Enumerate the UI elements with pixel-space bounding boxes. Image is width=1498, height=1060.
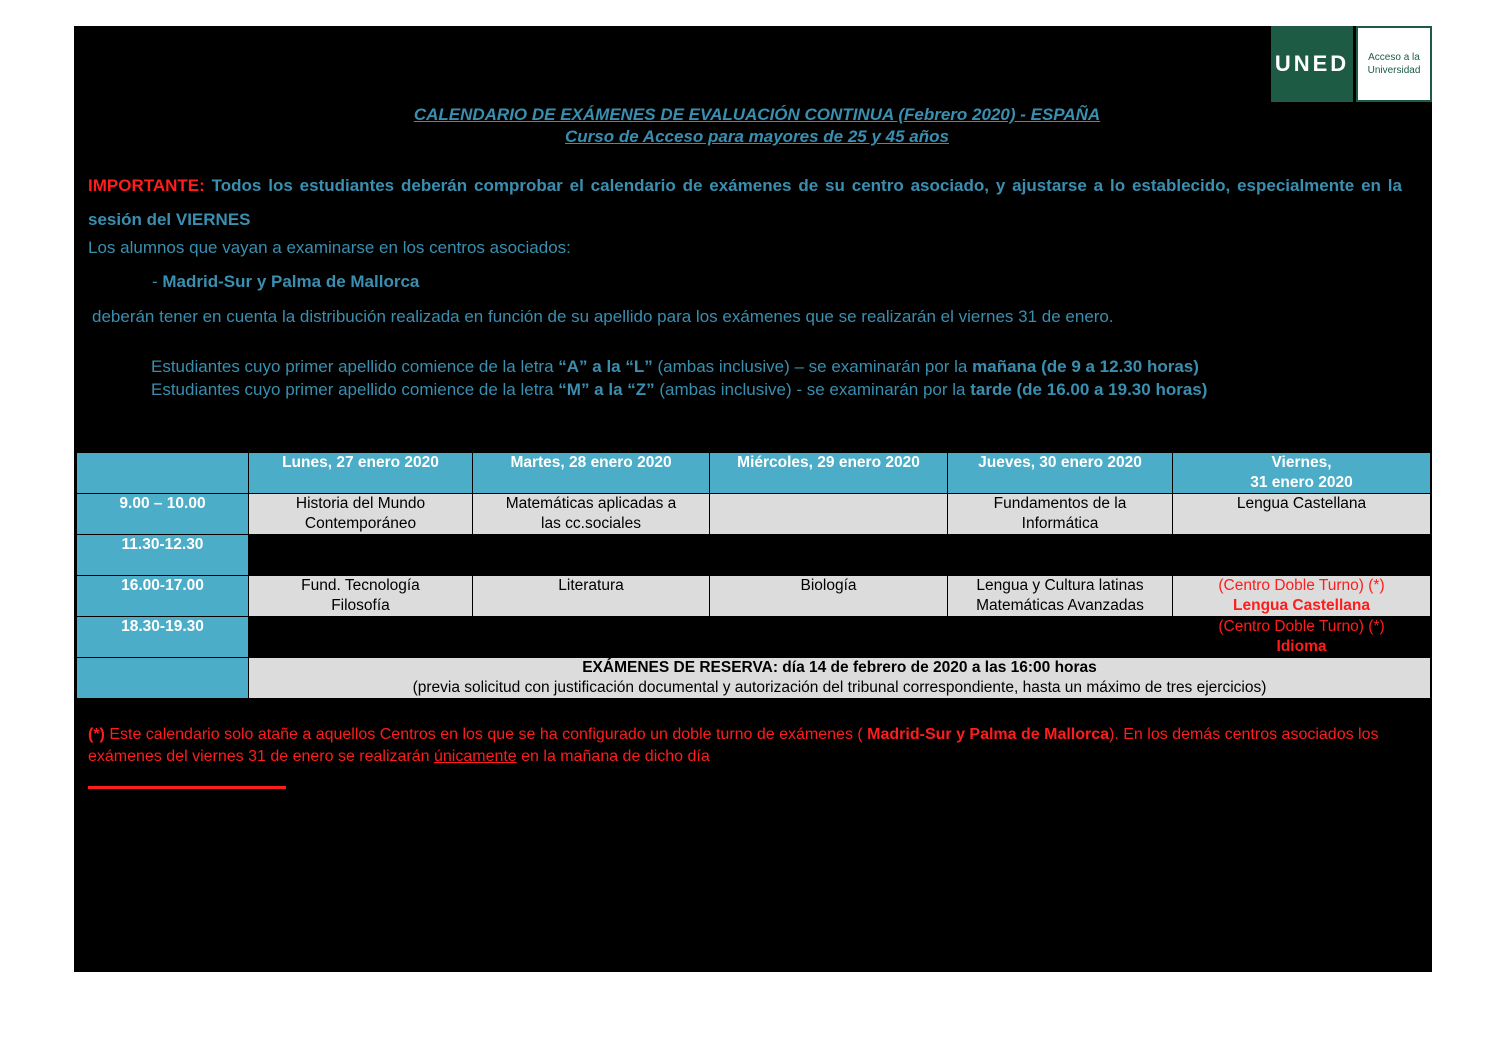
time-slot: 16.00-17.00 bbox=[77, 576, 249, 617]
exam-subject: Fundamentos de la bbox=[993, 495, 1127, 512]
important-label: IMPORTANTE: bbox=[88, 176, 205, 195]
exam-subject: Idioma bbox=[1276, 638, 1327, 655]
table-row bbox=[77, 576, 1431, 617]
time-slot: 18.30-19.30 bbox=[77, 617, 249, 658]
table-row bbox=[77, 617, 1431, 658]
centers-list bbox=[152, 272, 419, 292]
table-header-cell bbox=[1173, 453, 1431, 494]
exam-cell bbox=[473, 576, 710, 617]
logo-tagline-2: Universidad bbox=[1367, 65, 1421, 76]
footnote-centers: Madrid-Sur y Palma de Mallorca bbox=[867, 726, 1110, 743]
exam-subject: Matemáticas aplicadas a bbox=[505, 495, 677, 512]
important-text: Todos los estudiantes deberán comprobar el calendario de exámenes de su centro asociado, y ajustarse a lo establecido, especialmente en la sesión del VIERNES bbox=[88, 176, 1402, 229]
page-title bbox=[74, 104, 1440, 148]
exam-cell bbox=[948, 576, 1173, 617]
exam-cell bbox=[249, 576, 473, 617]
logo-tagline-1: Acceso a la bbox=[1368, 52, 1420, 63]
rule-when: tarde (de 16.00 a 19.30 horas) bbox=[970, 380, 1208, 399]
table-row bbox=[77, 658, 1431, 699]
exam-cell bbox=[1173, 576, 1431, 617]
exam-subject: Lengua Castellana bbox=[1233, 597, 1370, 614]
double-shift-note: (Centro Doble Turno) (*) bbox=[1218, 577, 1385, 594]
footnote-emphasis: únicamente bbox=[433, 748, 517, 765]
time-slot: 9.00 – 10.00 bbox=[77, 494, 249, 535]
table-header-cell: Miércoles, 29 enero 2020 bbox=[710, 453, 948, 494]
acceso-universidad-logo bbox=[1356, 26, 1432, 102]
table-header-cell: Lunes, 27 enero 2020 bbox=[249, 453, 473, 494]
double-shift-note: (Centro Doble Turno) (*) bbox=[1218, 618, 1385, 635]
exam-subject: Lengua y Cultura latinas bbox=[976, 577, 1144, 594]
exam-subject: Lengua Castellana bbox=[1236, 495, 1367, 512]
rule-afternoon bbox=[151, 380, 1207, 400]
reserve-label-cell bbox=[77, 658, 249, 699]
uned-logo-mark: UNED bbox=[1271, 26, 1353, 102]
rule-when: mañana (de 9 a 12.30 horas) bbox=[972, 357, 1199, 376]
exam-subject: Contemporáneo bbox=[304, 515, 417, 532]
rule-text: (ambas inclusive) - se examinarán por la bbox=[654, 380, 971, 399]
exam-subject: Filosofía bbox=[331, 597, 390, 614]
reserve-exams-cell bbox=[249, 658, 1431, 699]
exam-schedule-table bbox=[76, 452, 1431, 699]
table-row bbox=[77, 494, 1431, 535]
table-header-cell: Martes, 28 enero 2020 bbox=[473, 453, 710, 494]
footnote-text: Este calendario solo atañe a aquellos Centros en los que se ha configurado un doble turno de exámenes ( bbox=[104, 726, 868, 743]
time-slot: 11.30-12.30 bbox=[77, 535, 249, 576]
reserve-note: (previa solicitud con justificación documental y autorización del tribunal correspondiente, hasta un máximo de tres ejercicios) bbox=[412, 679, 1267, 696]
exam-cell bbox=[710, 494, 948, 535]
exam-cell bbox=[948, 494, 1173, 535]
table-header-cell: Jueves, 30 enero 2020 bbox=[948, 453, 1173, 494]
header-line: Viernes, bbox=[1271, 454, 1332, 471]
exam-subject: Informática bbox=[1021, 515, 1099, 532]
empty-slot bbox=[249, 617, 1173, 658]
rule-text: Estudiantes cuyo primer apellido comience de la letra bbox=[151, 357, 559, 376]
exam-subject: Fund. Tecnología bbox=[301, 577, 420, 594]
uned-logo bbox=[1271, 26, 1432, 102]
document-page bbox=[74, 26, 1432, 972]
exam-cell bbox=[1173, 494, 1431, 535]
centers-intro: Los alumnos que vayan a examinarse en los centros asociados: bbox=[88, 238, 571, 257]
centers-dash: - bbox=[152, 272, 163, 291]
exam-cell bbox=[249, 494, 473, 535]
exam-cell bbox=[473, 494, 710, 535]
exam-subject: Historia del Mundo bbox=[295, 495, 426, 512]
empty-slot bbox=[249, 535, 1431, 576]
footnote-text: ). En los demás centros asociados los exámenes del viernes 31 de enero se realizarán bbox=[88, 726, 1379, 765]
rule-morning bbox=[151, 357, 1199, 377]
exam-subject: Literatura bbox=[558, 577, 624, 594]
footnote bbox=[88, 724, 1408, 768]
rule-range: “A” a la “L” bbox=[558, 357, 653, 376]
important-notice bbox=[88, 169, 1402, 237]
table-row bbox=[77, 535, 1431, 576]
title-line-2: Curso de Acceso para mayores de 25 y 45 años bbox=[565, 127, 949, 146]
footnote-divider bbox=[88, 786, 286, 789]
exam-subject: Biología bbox=[800, 577, 857, 594]
table-header-cell bbox=[77, 453, 249, 494]
centers-names: Madrid-Sur y Palma de Mallorca bbox=[162, 272, 420, 291]
footnote-text: en la mañana de dicho día bbox=[516, 748, 710, 765]
rule-text: Estudiantes cuyo primer apellido comience de la letra bbox=[151, 380, 559, 399]
exam-subject: Matemáticas Avanzadas bbox=[976, 597, 1144, 614]
exam-subject: las cc.sociales bbox=[541, 515, 641, 532]
rule-range: “M” a la “Z” bbox=[558, 380, 655, 399]
header-line: 31 enero 2020 bbox=[1250, 474, 1353, 491]
distribution-note: deberán tener en cuenta la distribución realizada en función de su apellido para los exámenes que se realizarán el viernes 31 de enero. bbox=[92, 307, 1114, 326]
exam-cell bbox=[710, 576, 948, 617]
reserve-title: EXÁMENES DE RESERVA: día 14 de febrero de 2020 a las 16:00 horas bbox=[582, 659, 1097, 676]
exam-cell bbox=[1173, 617, 1431, 658]
title-line-1: CALENDARIO DE EXÁMENES DE EVALUACIÓN CONTINUA (Febrero 2020) - ESPAÑA bbox=[413, 105, 1101, 124]
footnote-mark: (*) bbox=[88, 726, 105, 743]
table-header-row bbox=[77, 453, 1431, 494]
rule-text: (ambas inclusive) – se examinarán por la bbox=[652, 357, 973, 376]
